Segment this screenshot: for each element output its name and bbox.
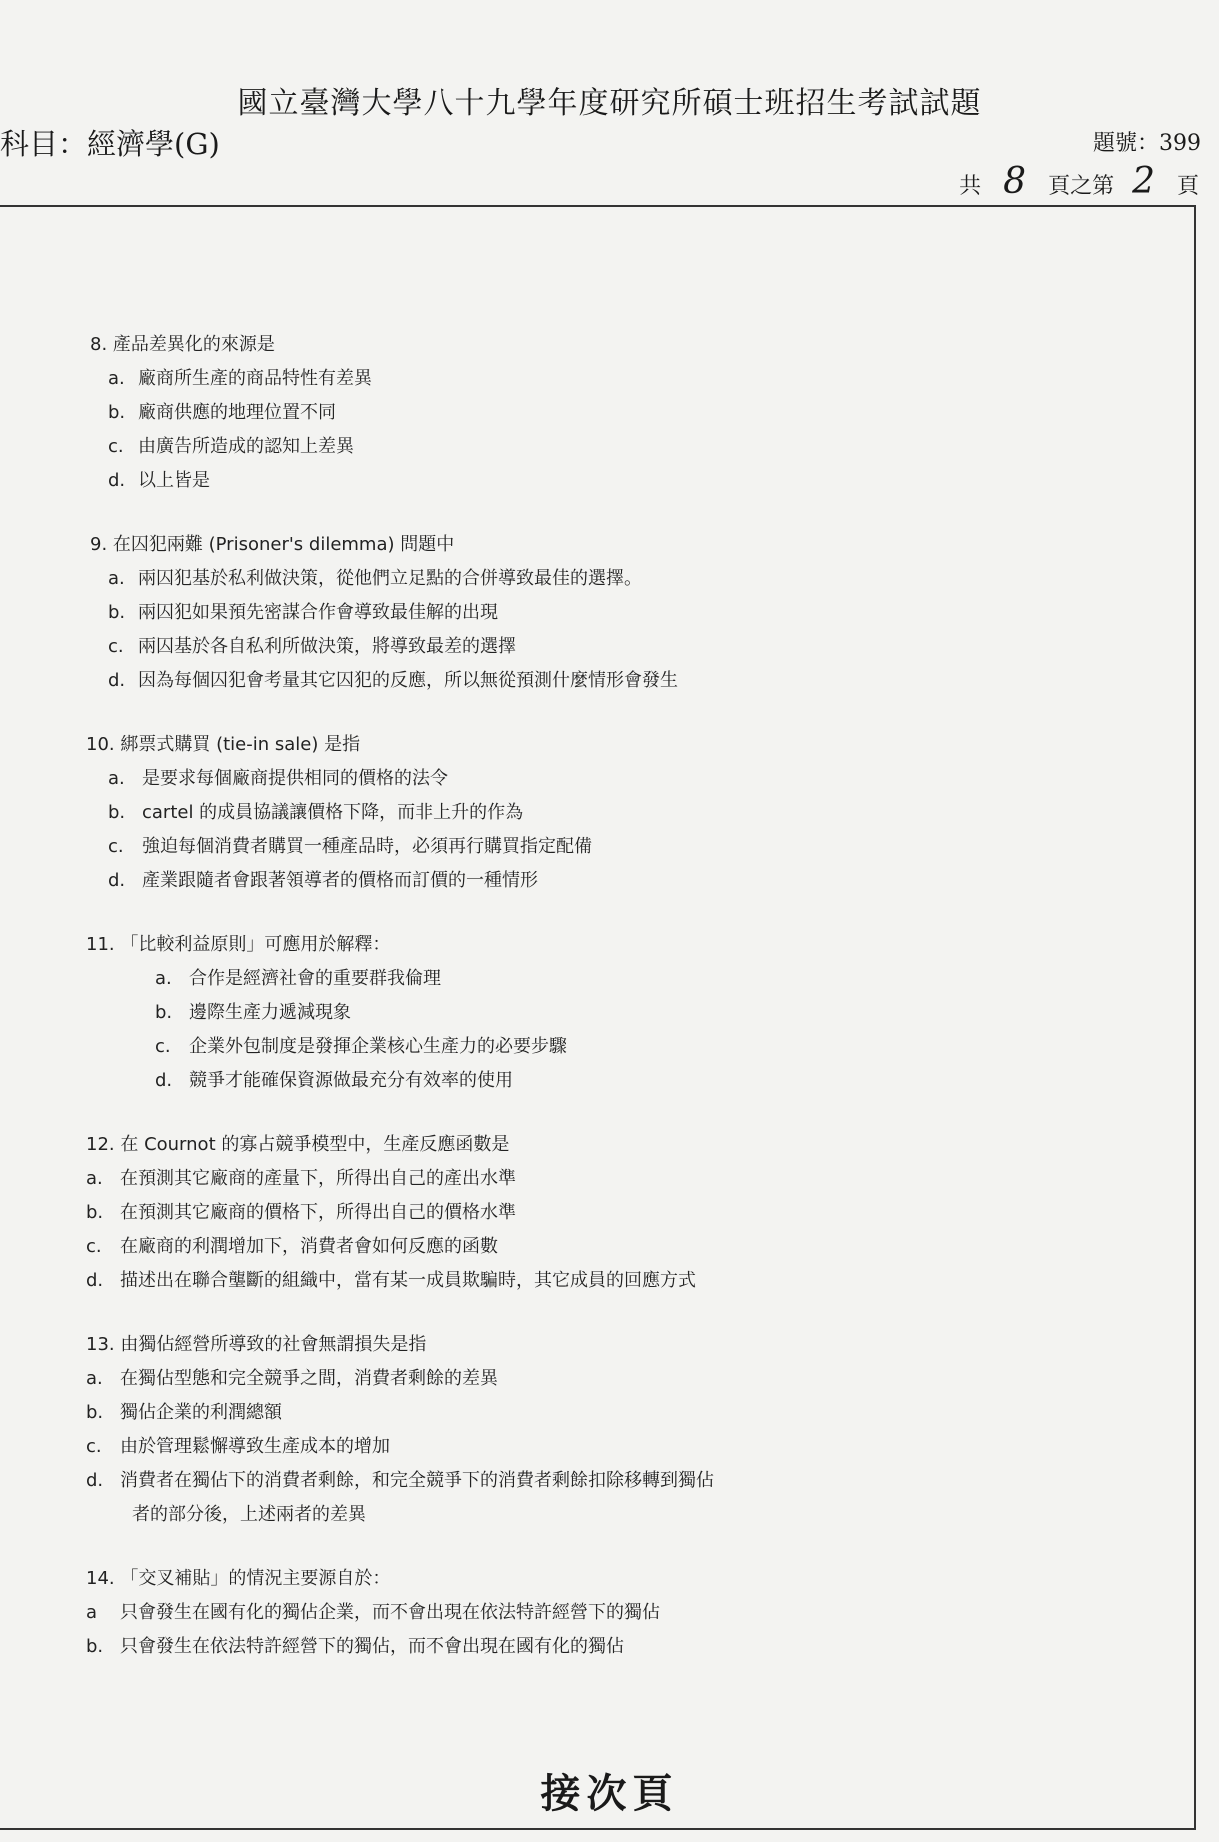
question-14 [0, 1562, 1180, 1664]
option-a: a. 是要求每個廠商提供相同的價格的法令 [108, 768, 448, 789]
option-b: b. 邊際生產力遞減現象 [155, 1002, 351, 1023]
option-a: a 只會發生在國有化的獨佔企業，而不會出現在依法特許經營下的獨佔 [86, 1602, 660, 1623]
option-d: d. 產業跟隨者會跟著領導者的價格而訂價的一種情形 [108, 870, 538, 891]
page-current-handwritten: 2 [1132, 161, 1155, 202]
question-number: 題號：399 [1093, 131, 1201, 156]
subject-label: 科目：經濟學(G) [0, 127, 220, 161]
page-total-handwritten: 8 [1003, 161, 1027, 202]
option-c: c. 由廣告所造成的認知上差異 [108, 436, 354, 457]
option-a: a. 合作是經濟社會的重要群我倫理 [155, 968, 441, 989]
question-10 [0, 728, 1180, 898]
question-13 [0, 1328, 1180, 1532]
question-stem: 12. 在 Cournot 的寡占競爭模型中，生產反應函數是 [86, 1134, 510, 1155]
option-b: b. 兩囚犯如果預先密謀合作會導致最佳解的出現 [108, 602, 498, 623]
option-a: a. 兩囚犯基於私利做決策，從他們立足點的合併導致最佳的選擇。 [108, 568, 642, 589]
question-stem: 11. 「比較利益原則」可應用於解釋： [86, 934, 391, 955]
option-b: b. 獨佔企業的利潤總額 [86, 1402, 282, 1423]
option-b: b. 只會發生在依法特許經營下的獨佔，而不會出現在國有化的獨佔 [86, 1636, 624, 1657]
question-9 [0, 528, 1180, 698]
page-indicator [959, 161, 1199, 202]
option-c: c. 在廠商的利潤增加下，消費者會如何反應的函數 [86, 1236, 498, 1257]
page-total-prefix: 共 [959, 174, 982, 199]
option-d: d. 競爭才能確保資源做最充分有效率的使用 [155, 1070, 513, 1091]
question-stem: 9. 在囚犯兩難 (Prisoner's dilemma) 問題中 [90, 534, 455, 555]
question-12 [0, 1128, 1180, 1298]
option-a: a. 廠商所生產的商品特性有差異 [108, 368, 372, 389]
question-stem: 8. 產品差異化的來源是 [90, 334, 275, 355]
questions-block [0, 328, 1180, 1694]
question-stem: 14. 「交叉補貼」的情況主要源自於： [86, 1568, 391, 1589]
option-c: c. 企業外包制度是發揮企業核心生產力的必要步驟 [155, 1036, 567, 1057]
question-8 [0, 328, 1180, 498]
page-suffix: 頁 [1176, 174, 1199, 199]
exam-title: 國立臺灣大學八十九學年度研究所碩士班招生考試試題 [237, 86, 982, 121]
option-b: b. 在預測其它廠商的價格下，所得出自己的價格水準 [86, 1202, 516, 1223]
option-d: d. 描述出在聯合壟斷的組織中，當有某一成員欺騙時，其它成員的回應方式 [86, 1270, 696, 1291]
option-c: c. 由於管理鬆懈導致生產成本的增加 [86, 1436, 390, 1457]
next-page-note: 接次頁 [540, 1770, 679, 1817]
option-b: b. cartel 的成員協議讓價格下降，而非上升的作為 [108, 802, 524, 823]
option-b: b. 廠商供應的地理位置不同 [108, 402, 336, 423]
page-current-prefix: 頁之第 [1048, 174, 1115, 199]
question-stem: 13. 由獨佔經營所導致的社會無謂損失是指 [86, 1334, 427, 1355]
option-d: d. 消費者在獨佔下的消費者剩餘，和完全競爭下的消費者剩餘扣除移轉到獨佔 [86, 1470, 714, 1491]
option-c: c. 強迫每個消費者購買一種產品時，必須再行購買指定配備 [108, 836, 592, 857]
option-d: d. 以上皆是 [108, 470, 210, 491]
option-d-continuation: 者的部分後，上述兩者的差異 [132, 1504, 366, 1525]
option-a: a. 在獨佔型態和完全競爭之間，消費者剩餘的差異 [86, 1368, 498, 1389]
question-11 [0, 928, 1180, 1098]
option-d: d. 因為每個囚犯會考量其它囚犯的反應，所以無從預測什麼情形會發生 [108, 670, 678, 691]
option-c: c. 兩囚基於各自私利所做決策，將導致最差的選擇 [108, 636, 516, 657]
option-a: a. 在預測其它廠商的產量下，所得出自己的產出水準 [86, 1168, 516, 1189]
question-stem: 10. 綁票式購買 (tie-in sale) 是指 [86, 734, 361, 755]
